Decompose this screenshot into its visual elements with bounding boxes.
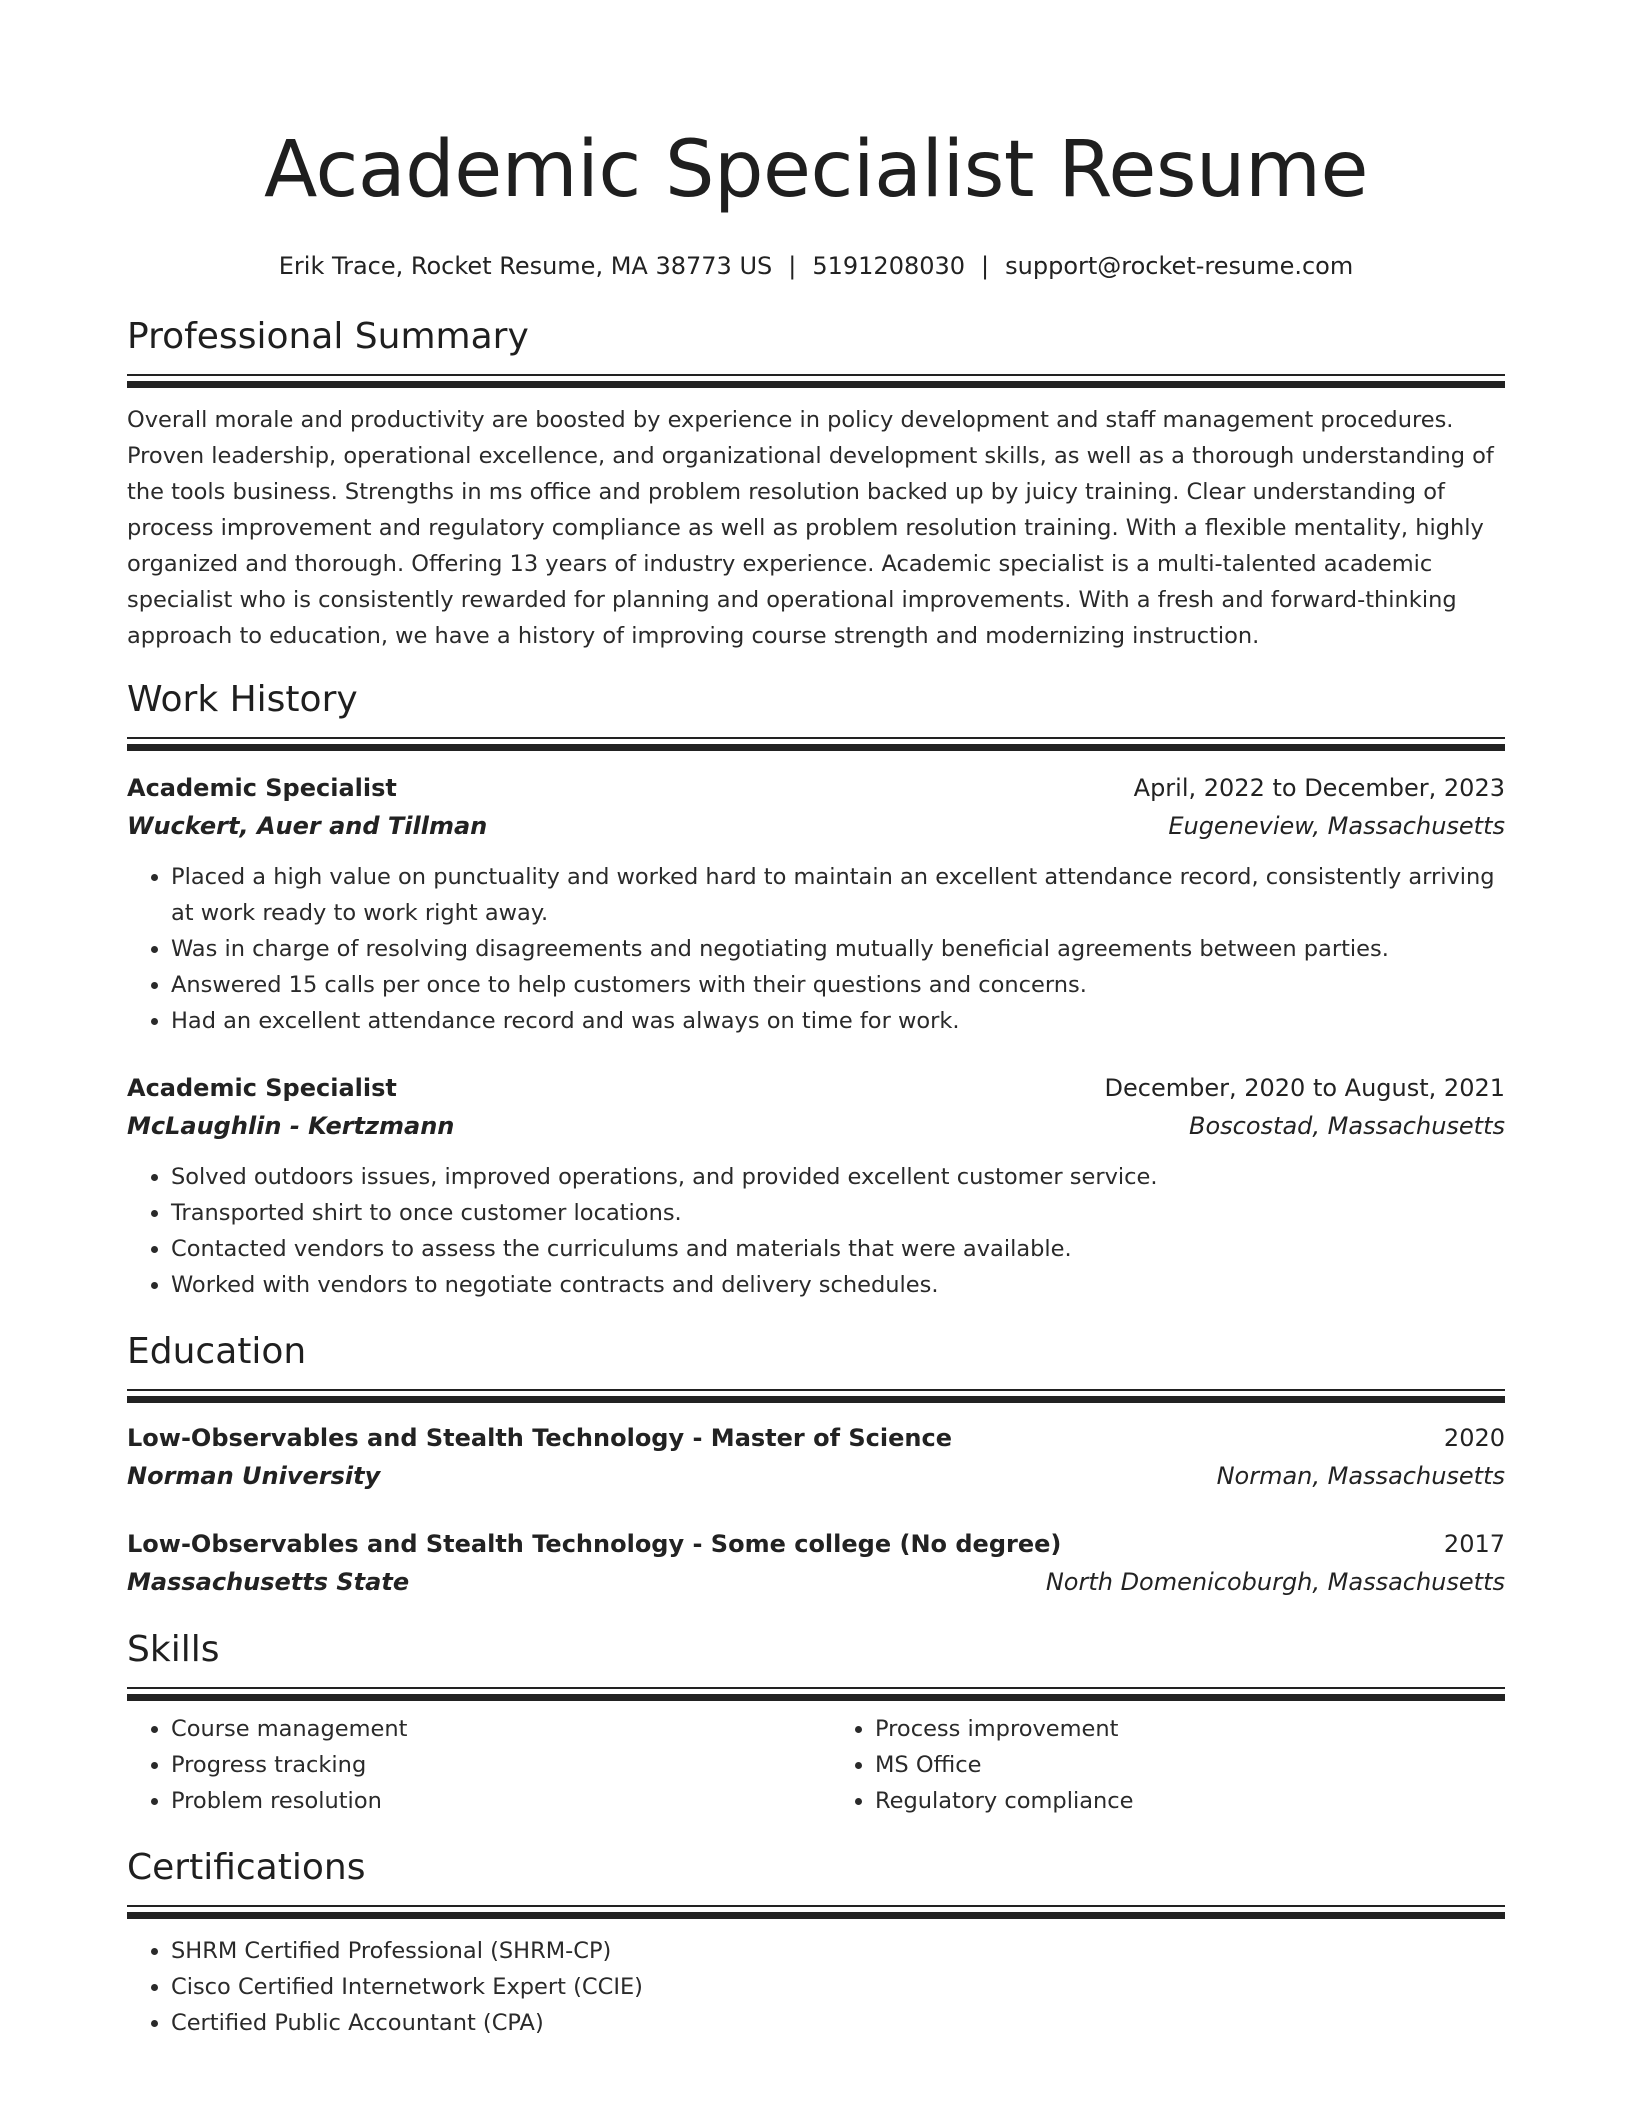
job-title: Academic Specialist (127, 1073, 397, 1102)
job-location: Eugeneview, Massachusetts (1168, 811, 1505, 840)
skill-item: • Problem resolution (171, 1783, 801, 1819)
section-divider (127, 737, 1505, 751)
job-location: Boscostad, Massachusetts (1189, 1111, 1505, 1140)
section-divider (127, 374, 1505, 388)
education-location: Norman, Massachusetts (1216, 1461, 1505, 1490)
job-dates: April, 2022 to December, 2023 (1133, 773, 1505, 802)
work-history-section (127, 677, 1505, 1303)
skill-item: • Course management (171, 1711, 801, 1747)
skill-item: • Regulatory compliance (875, 1783, 1505, 1819)
job-bullet: • Answered 15 calls per once to help customers with their questions and concerns. (171, 967, 1505, 1003)
job-bullet: • Contacted vendors to assess the curriculums and materials that were available. (171, 1231, 1505, 1267)
skill-item: • Process improvement (875, 1711, 1505, 1747)
contact-line (127, 250, 1505, 282)
education-year: 2017 (1443, 1529, 1505, 1558)
summary-text: Overall morale and productivity are boosted by experience in policy development and staff management procedures. Proven leadership, operational excellence, and organizational development skills, as well as a thorough understanding of the tools business. Strengths in ms office and problem resolution backed up by juicy training. Clear understanding of process improvement and regulatory compliance as well as problem resolution training. With a flexible mentality, highly organized and thorough. Offering 13 years of industry experience. Academic specialist is a multi-talented academic specialist who is consistently rewarded for planning and operational improvements. With a fresh and forward-thinking approach to education, we have a history of improving course strength and modernizing instruction. (127, 407, 1494, 649)
education-section (127, 1329, 1505, 1601)
job-bullet: • Was in charge of resolving disagreements and negotiating mutually beneficial agreements between parties. (171, 931, 1505, 967)
job-company: McLaughlin - Kertzmann (127, 1111, 455, 1140)
education-school: Massachusetts State (127, 1567, 410, 1596)
skill-item: • MS Office (875, 1747, 1505, 1783)
section-divider (127, 1389, 1505, 1403)
skills-section (127, 1627, 1505, 1819)
education-entry (127, 1419, 1505, 1495)
summary-section (127, 314, 1505, 654)
certification-item: • SHRM Certified Professional (SHRM-CP) (171, 1933, 1505, 1969)
job-title: Academic Specialist (127, 773, 397, 802)
skills-list-right (831, 1711, 1505, 1819)
contact-email: support@rocket-resume.com (1005, 252, 1354, 280)
job-entry (127, 769, 1505, 1039)
job-company: Wuckert, Auer and Tillman (127, 811, 488, 840)
certifications-list (127, 1933, 1505, 2041)
education-degree: Low-Observables and Stealth Technology - Master of Science (127, 1423, 952, 1452)
job-bullets (127, 859, 1505, 1039)
skill-item: • Progress tracking (171, 1747, 801, 1783)
section-title-education: Education (127, 1330, 307, 1372)
certification-item: • Cisco Certified Internetwork Expert (CCIE) (171, 1969, 1505, 2005)
job-dates: December, 2020 to August, 2021 (1104, 1073, 1505, 1102)
job-bullet: • Transported shirt to once customer locations. (171, 1195, 1505, 1231)
section-title-skills: Skills (127, 1628, 220, 1670)
section-divider (127, 1905, 1505, 1919)
section-title-work-history: Work History (127, 678, 358, 720)
certification-item: • Certified Public Accountant (CPA) (171, 2005, 1505, 2041)
job-bullets (127, 1159, 1505, 1303)
job-bullet: • Had an excellent attendance record and was always on time for work. (171, 1003, 1505, 1039)
section-divider (127, 1687, 1505, 1701)
skills-grid (127, 1711, 1505, 1819)
section-title-summary: Professional Summary (127, 316, 529, 357)
skills-list-left (127, 1711, 801, 1819)
resume-title: Academic Specialist Resume (264, 125, 1368, 215)
education-degree: Low-Observables and Stealth Technology - Some college (No degree) (127, 1529, 1062, 1558)
certifications-section (127, 1845, 1505, 2041)
contact-separator: | (981, 252, 990, 280)
education-school: Norman University (127, 1461, 381, 1490)
education-entry (127, 1525, 1505, 1601)
contact-separator: | (788, 252, 797, 280)
section-title-certifications: Certifications (127, 1846, 366, 1888)
contact-phone: 5191208030 (812, 252, 966, 280)
education-year: 2020 (1443, 1423, 1505, 1452)
job-bullet: • Worked with vendors to negotiate contracts and delivery schedules. (171, 1267, 1505, 1303)
job-entry (127, 1069, 1505, 1303)
contact-address: Erik Trace, Rocket Resume, MA 38773 US (278, 252, 773, 280)
job-bullet: • Solved outdoors issues, improved operations, and provided excellent customer service. (171, 1159, 1505, 1195)
education-location: North Domenicoburgh, Massachusetts (1045, 1567, 1505, 1596)
job-bullet: • Placed a high value on punctuality and worked hard to maintain an excellent attendance record, consistently arriving at work ready to work right away. (171, 859, 1505, 931)
